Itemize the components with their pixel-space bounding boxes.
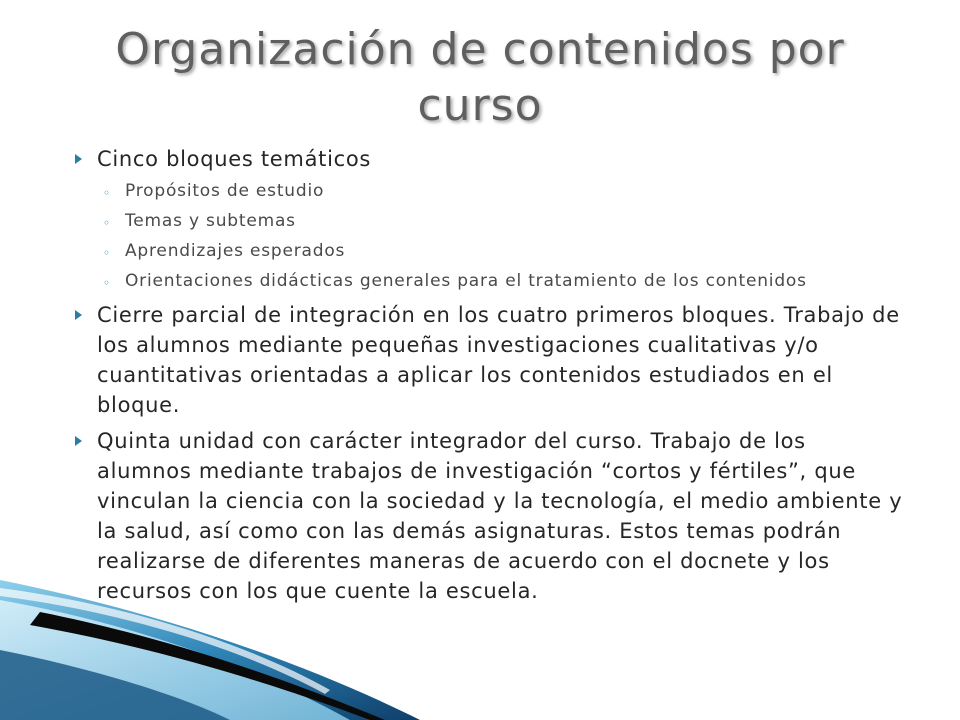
circle-outline-icon: ◦ <box>103 276 111 290</box>
sub-bullet-item <box>101 240 903 262</box>
bullet-item <box>73 144 903 174</box>
sub-bullet-item <box>101 180 903 202</box>
bullet-item <box>73 300 903 420</box>
slide-title: Organización de contenidos por curso <box>115 24 845 131</box>
triangle-right-icon <box>75 310 82 320</box>
circle-outline-icon: ◦ <box>103 186 111 200</box>
bullet-item <box>73 426 903 606</box>
circle-outline-icon: ◦ <box>103 246 111 260</box>
circle-outline-icon: ◦ <box>103 216 111 230</box>
sub-bullet-text: Temas y subtemas <box>125 211 296 231</box>
sub-bullet-item <box>101 210 903 232</box>
sub-bullet-list <box>101 180 903 292</box>
triangle-right-icon <box>75 436 82 446</box>
bullet-text: Quinta unidad con carácter integrador del curso. Trabajo de los alumnos mediante trabajos de investigación “cortos y fértiles”, que vinculan la ciencia con la sociedad y la tecnología, el medio ambiente y la salud, así como con las demás asignaturas. Estos temas podrán realizarse de diferentes maneras de acuerdo con el docnete y los recursos con los que cuente la escuela. <box>97 429 903 603</box>
sub-bullet-text: Orientaciones didácticas generales para el tratamiento de los contenidos <box>125 271 807 291</box>
sub-bullet-text: Aprendizajes esperados <box>125 241 346 261</box>
triangle-right-icon <box>75 154 82 164</box>
sub-bullet-item <box>101 270 903 292</box>
sub-bullet-text: Propósitos de estudio <box>125 181 325 201</box>
slide-content <box>73 144 903 612</box>
bullet-text: Cierre parcial de integración en los cuatro primeros bloques. Trabajo de los alumnos mediante pequeñas investigaciones cualitativas y/o cuantitativas orientadas a aplicar los contenidos estudiados en el bloque. <box>97 303 900 417</box>
bullet-text: Cinco bloques temáticos <box>97 147 372 171</box>
